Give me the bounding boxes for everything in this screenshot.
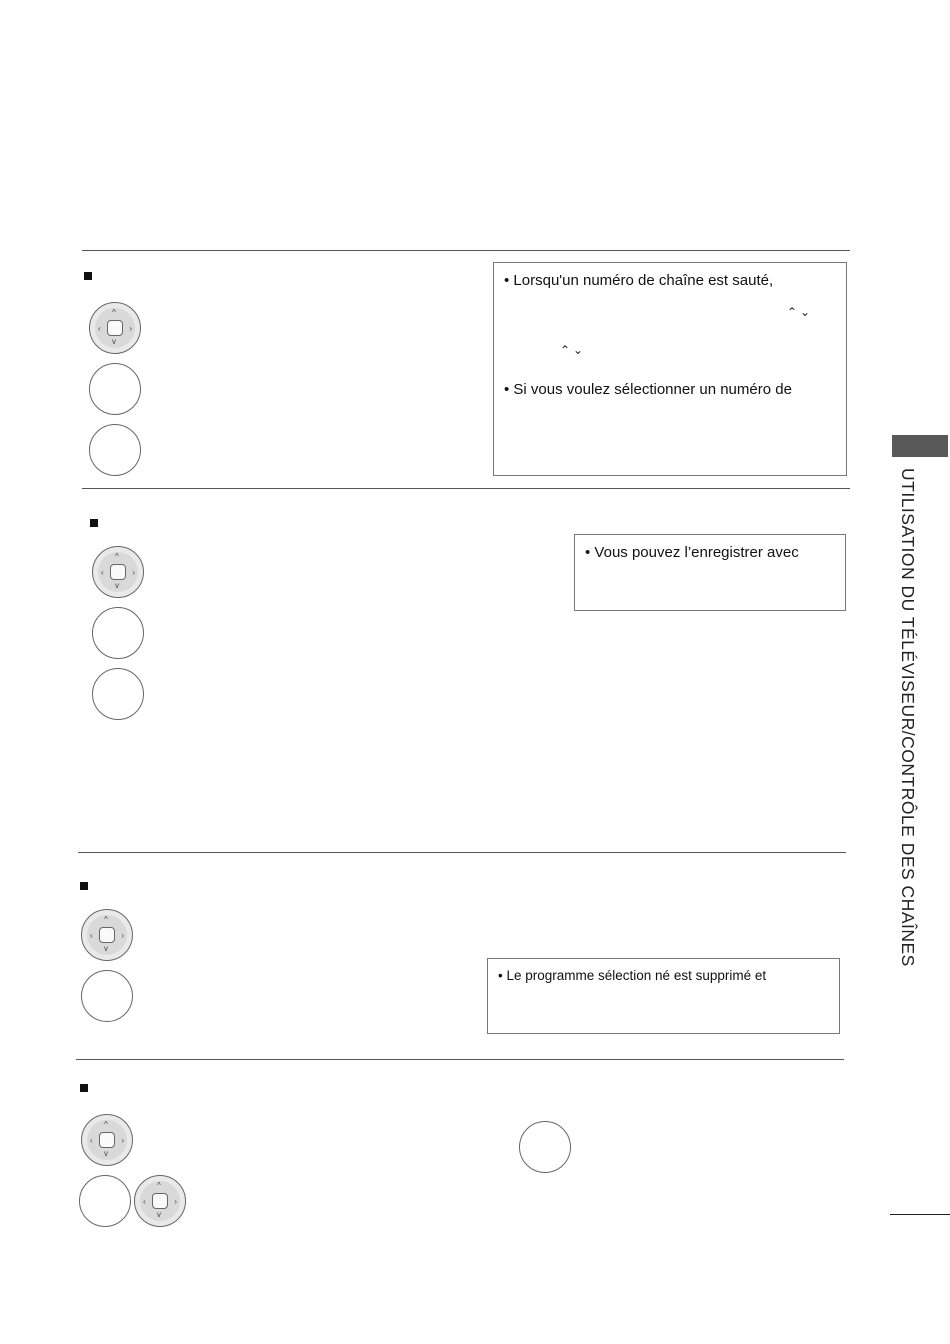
section-divider xyxy=(82,488,850,489)
up-down-chevron-icon: ⌃⌄ xyxy=(787,305,814,319)
delete-note-box xyxy=(487,958,840,1034)
section-divider xyxy=(76,1059,844,1060)
navigation-button-icon: ^ v ‹ › xyxy=(81,909,133,961)
up-down-chevron-icon: ⌃⌄ xyxy=(560,343,587,357)
section-bullet xyxy=(80,1084,88,1092)
navigation-button-icon: ^ v ‹ › xyxy=(134,1175,186,1227)
note-text: • Vous pouvez l’enregistrer avec xyxy=(585,544,799,561)
chapter-title: UTILISATION DU TÉLÉVISEUR/CONTRÔLE DES CHAÎNES xyxy=(898,468,918,967)
remote-button-icon xyxy=(89,424,141,476)
chapter-tab-marker xyxy=(892,435,948,457)
note-text: • Le programme sélection né est supprimé et xyxy=(498,968,767,983)
page-number-rule xyxy=(890,1214,950,1215)
remote-button-icon xyxy=(89,363,141,415)
remote-button-icon xyxy=(92,668,144,720)
remote-button-icon xyxy=(519,1121,571,1173)
section-divider xyxy=(82,250,850,251)
remote-button-icon xyxy=(79,1175,131,1227)
section-divider xyxy=(78,852,846,853)
remote-button-icon xyxy=(81,970,133,1022)
navigation-button-icon: ^ v ‹ › xyxy=(92,546,144,598)
section-bullet xyxy=(80,882,88,890)
section-bullet xyxy=(90,519,98,527)
skip-note-box xyxy=(493,262,847,476)
note-text: • Lorsqu'un numéro de chaîne est sauté, xyxy=(504,272,774,289)
section-bullet xyxy=(84,272,92,280)
navigation-button-icon: ^ v ‹ › xyxy=(89,302,141,354)
favorite-note-box xyxy=(574,534,846,611)
note-text: • Si vous voulez sélectionner un numéro de xyxy=(504,381,792,398)
remote-button-icon xyxy=(92,607,144,659)
navigation-button-icon: ^ v ‹ › xyxy=(81,1114,133,1166)
